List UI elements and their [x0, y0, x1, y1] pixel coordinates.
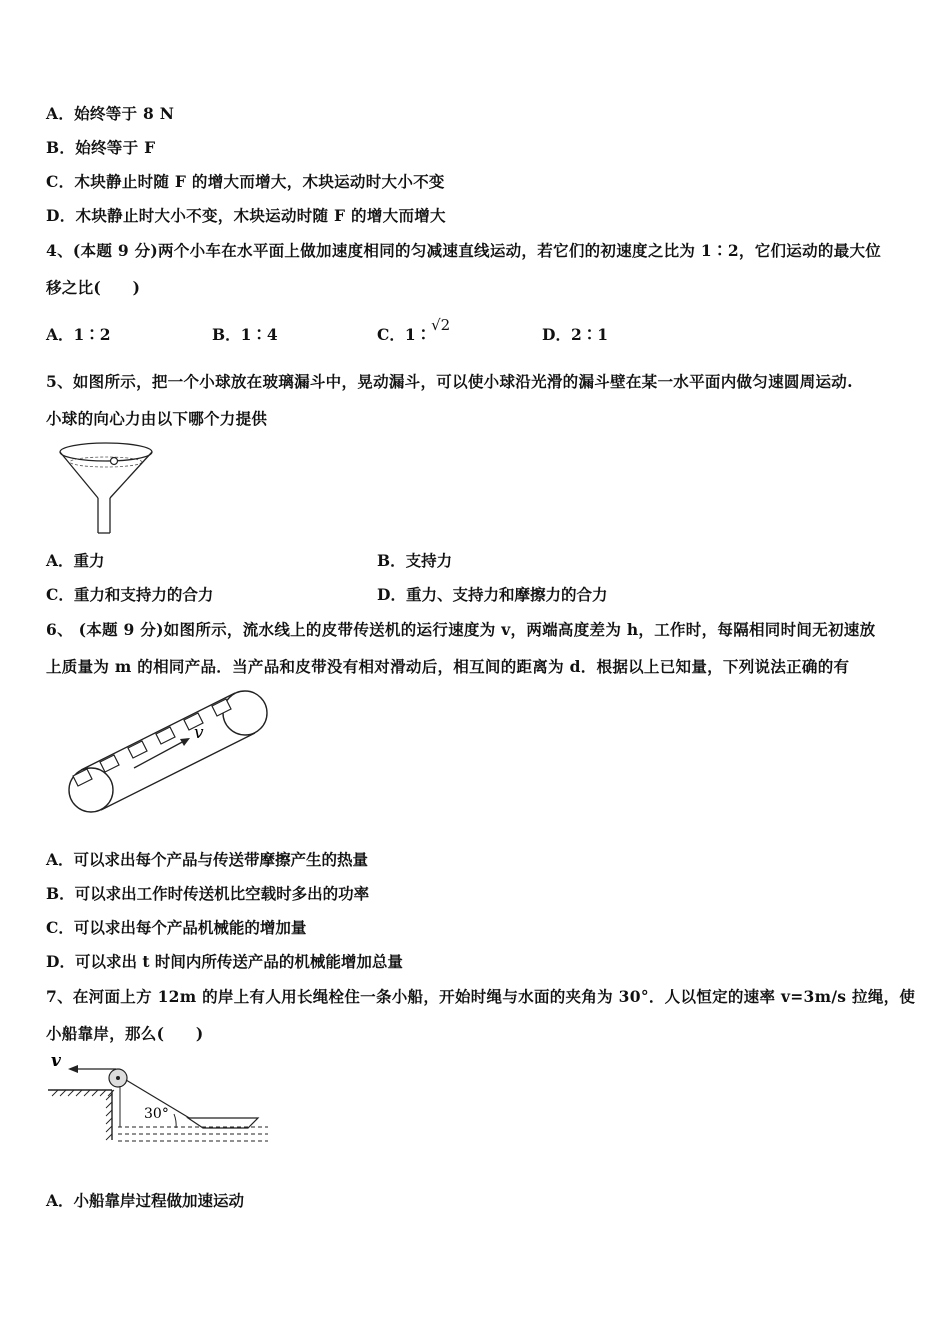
- q5-option-a: A．重力: [46, 551, 105, 570]
- q4-stem-line2: 移之比( ): [46, 278, 141, 297]
- rope-velocity-label: v: [51, 1051, 61, 1071]
- belt-velocity-label: v: [194, 723, 204, 743]
- q5-option-d: D．重力、支持力和摩擦力的合力: [377, 585, 608, 604]
- q5-stem-line1: 5、如图所示，把一个小球放在玻璃漏斗中，晃动漏斗，可以使小球沿光滑的漏斗壁在某一水平面内做匀速圆周运动.: [46, 372, 853, 391]
- q4-option-b: B．1∶4: [212, 325, 278, 344]
- q6-option-d: D．可以求出 t 时间内所传送产品的机械能增加总量: [46, 952, 403, 971]
- conveyor-belt-figure: [62, 684, 277, 834]
- boat-pulley-figure: [48, 1050, 273, 1145]
- q4-option-d: D．2∶1: [542, 325, 609, 344]
- sqrt-two: √2: [431, 316, 451, 334]
- q7-option-a: A．小船靠岸过程做加速运动: [46, 1191, 245, 1210]
- q6-stem-line1: 6、 (本题 9 分)如图所示，流水线上的皮带传送机的运行速度为 v，两端高度差为 h，工作时，每隔相同时间无初速放: [46, 620, 876, 639]
- q3-option-a: A．始终等于 8 N: [46, 104, 175, 123]
- funnel-figure: [54, 440, 174, 540]
- q6-stem-line2: 上质量为 m 的相同产品．当产品和皮带没有相对滑动后，相互间的距离为 d．根据以上已知量，下列说法正确的有: [46, 657, 850, 676]
- q4-option-c-text: C．1∶: [377, 325, 432, 344]
- q6-option-c: C．可以求出每个产品机械能的增加量: [46, 918, 307, 937]
- rope-angle-label: 30°: [144, 1106, 169, 1122]
- q7-stem-line1: 7、在河面上方 12m 的岸上有人用长绳栓住一条小船，开始时绳与水面的夹角为 30°．人以恒定的速率 v=3m/s 拉绳，使: [46, 987, 916, 1006]
- q3-option-b: B．始终等于 F: [46, 138, 156, 157]
- q6-option-b: B．可以求出工作时传送机比空载时多出的功率: [46, 884, 370, 903]
- q5-stem-line2: 小球的向心力由以下哪个力提供: [46, 409, 268, 428]
- q4-stem-line1: 4、(本题 9 分)两个小车在水平面上做加速度相同的匀减速直线运动，若它们的初速度之比为 1∶2，它们运动的最大位: [46, 241, 882, 260]
- q3-option-c: C．木块静止时随 F 的增大而增大，木块运动时大小不变: [46, 172, 445, 191]
- q3-option-d: D．木块静止时大小不变，木块运动时随 F 的增大而增大: [46, 206, 446, 225]
- q4-option-c: [377, 316, 451, 345]
- q5-option-b: B．支持力: [377, 551, 453, 570]
- q7-stem-line2: 小船靠岸，那么( ): [46, 1024, 204, 1043]
- q5-option-c: C．重力和支持力的合力: [46, 585, 214, 604]
- q4-option-a: A．1∶2: [46, 325, 111, 344]
- q6-option-a: A．可以求出每个产品与传送带摩擦产生的热量: [46, 850, 369, 869]
